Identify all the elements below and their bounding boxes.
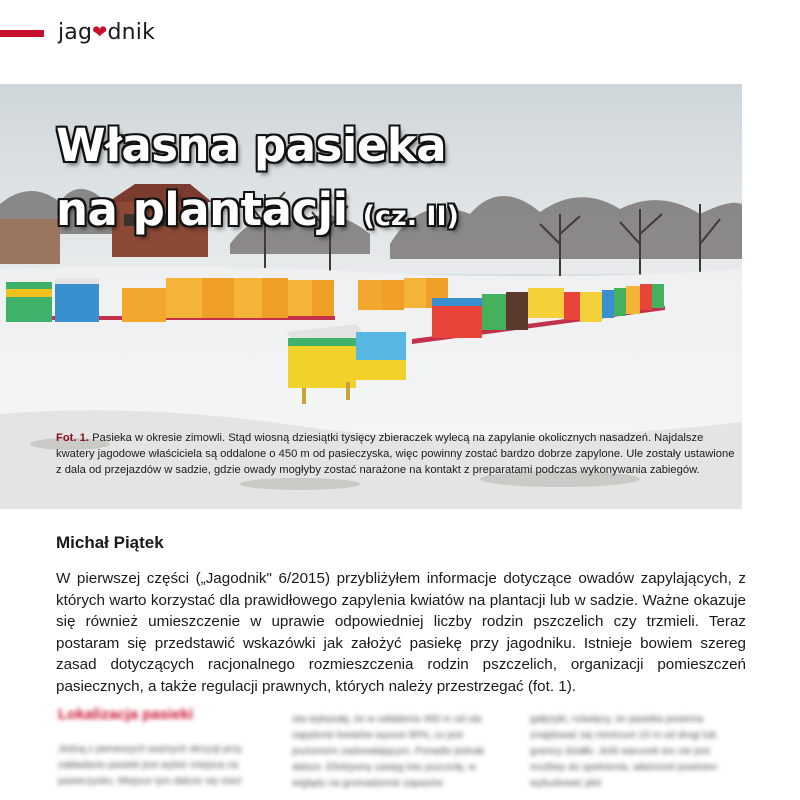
body-column-1: Jedną z pierwszych ważnych decyzji przy zakładaniu pasieki jest wybór miejsca na pasieczysko. Miejsce tym dalsze się mieć	[58, 744, 242, 787]
photo-caption	[56, 430, 740, 478]
body-column-3: gałęzyki, roświęcy, że pasieka powinna znajdować się minimum 10 m od drogi lub granicy działki. Jeśli warunek ten nie jest możliwy do spełnienia, właściciel powinien wybudować płot	[530, 714, 718, 789]
caption-text: Pasieka w okresie zimowli. Stąd wiosną dziesiątki tysięcy zbieraczek wylecą na zapylanie okolicznych nasadzeń. Najdalsze kwatery jagodowe właściciela są oddalone o 450 m od pasieczyska, więc powinny zostać bardzo dobrze zapylone. Ule zostały ustawione z dala od przejazdów w sadzie, gdzie owady mogłyby zostać narażone na kontakt z preparatami podczas wykonywania zabiegów.	[56, 432, 735, 476]
title-line-2: na plantacji (cz. II)	[56, 183, 459, 236]
title-part-label: (cz. II)	[362, 201, 459, 232]
body-column-2: ota wykazały, że w oddaleniu 460 m od ula zapylenie kwiatów wynosi 90%, co jest poziomem zadowalającym. Ponadto jednak dalsze. Efektywny zasięg lotu pszczoły, w wiglądu na gromadzenie zapasów	[292, 714, 485, 789]
author-name: Michał Piątek	[56, 533, 164, 552]
lead-paragraph: W pierwszej części („Jagodnik" 6/2015) przybliżyłem informacje dotyczące owadów zapylających, z których warto korzystać dla prawidłowego zapylenia kwiatów na plantacji lub w sadzie. Ważne okazuje się również umieszczenie w uprawie odpowiedniej liczby rodzin pszczelich czy trzmieli. Teraz postaram się przedstawić wskazówki jak założyć pasiekę przy jagodniku. Istnieje bowiem szereg zasad dotyczących racjonalnego rozmieszczenia rodzin pszczelich, organizacji pomieszczeń pasiecznych, a także regulacji prawnych, których należy przestrzegać (fot. 1).	[56, 570, 746, 695]
heart-icon: ❤	[92, 22, 108, 43]
title-line-1: Własna pasieka	[56, 119, 447, 172]
caption-label: Fot. 1.	[56, 432, 89, 444]
section-subheading: Lokalizacja pasieki	[58, 706, 194, 723]
magazine-logo: jag❤dnik	[58, 20, 156, 45]
article-title	[56, 114, 459, 249]
header-accent-bar	[0, 30, 44, 37]
